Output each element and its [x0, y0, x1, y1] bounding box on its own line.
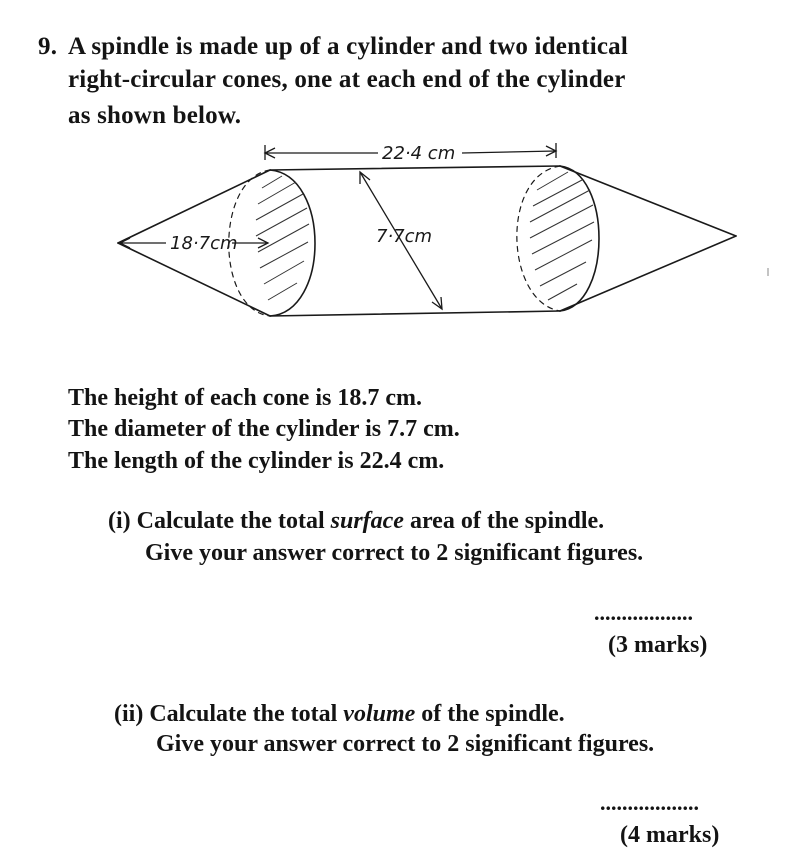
left-end-ellipse-front — [270, 170, 315, 316]
part-i-label: (i) — [108, 508, 131, 534]
part-ii-line-2: Give your answer correct to 2 significant figures. — [156, 731, 655, 757]
part-i-answer-line[interactable]: .................. — [594, 600, 693, 625]
right-cone-bottom-edge — [560, 236, 736, 311]
part-ii-text-post: of the spindle. — [415, 701, 565, 727]
cylinder-top-edge — [270, 166, 560, 170]
part-i-text-post: area of the spindle. — [403, 508, 605, 534]
fact-cone-height: The height of each cone is 18.7 cm. — [68, 385, 422, 411]
part-ii-emphasis: volume — [343, 701, 416, 727]
length-label: 22·4 cm — [382, 143, 456, 164]
part-ii-marks: (4 marks) — [620, 822, 720, 848]
part-ii-label: (ii) — [114, 701, 144, 727]
part-ii-answer-line[interactable]: .................. — [600, 790, 699, 815]
part-i-line-1 — [108, 508, 604, 535]
question-line-1: A spindle is made up of a cylinder and two identical — [68, 33, 629, 60]
part-i-emphasis: surface — [330, 508, 404, 534]
question-number: 9. — [38, 33, 58, 60]
question-line-2: right-circular cones, one at each end of the cylinder — [68, 66, 626, 93]
part-i-marks: (3 marks) — [608, 632, 708, 658]
cylinder-bottom-edge — [270, 311, 560, 316]
fact-cylinder-diameter: The diameter of the cylinder is 7.7 cm. — [68, 416, 460, 442]
part-ii-text-pre: Calculate the total — [149, 701, 344, 727]
right-end-ellipse-back — [517, 166, 560, 311]
right-end-hatching — [530, 172, 594, 300]
diameter-label: 7·7cm — [376, 226, 433, 247]
part-i-line-2: Give your answer correct to 2 significant figures. — [145, 540, 644, 566]
right-end-ellipse-front — [560, 166, 599, 311]
part-ii-line-1 — [114, 701, 565, 728]
fact-cylinder-length: The length of the cylinder is 22.4 cm. — [68, 448, 445, 474]
question-line-3: as shown below. — [68, 102, 242, 129]
cone-height-label: 18·7cm — [170, 233, 238, 254]
part-i-text-pre: Calculate the total — [136, 508, 331, 534]
left-end-hatching — [256, 176, 309, 300]
